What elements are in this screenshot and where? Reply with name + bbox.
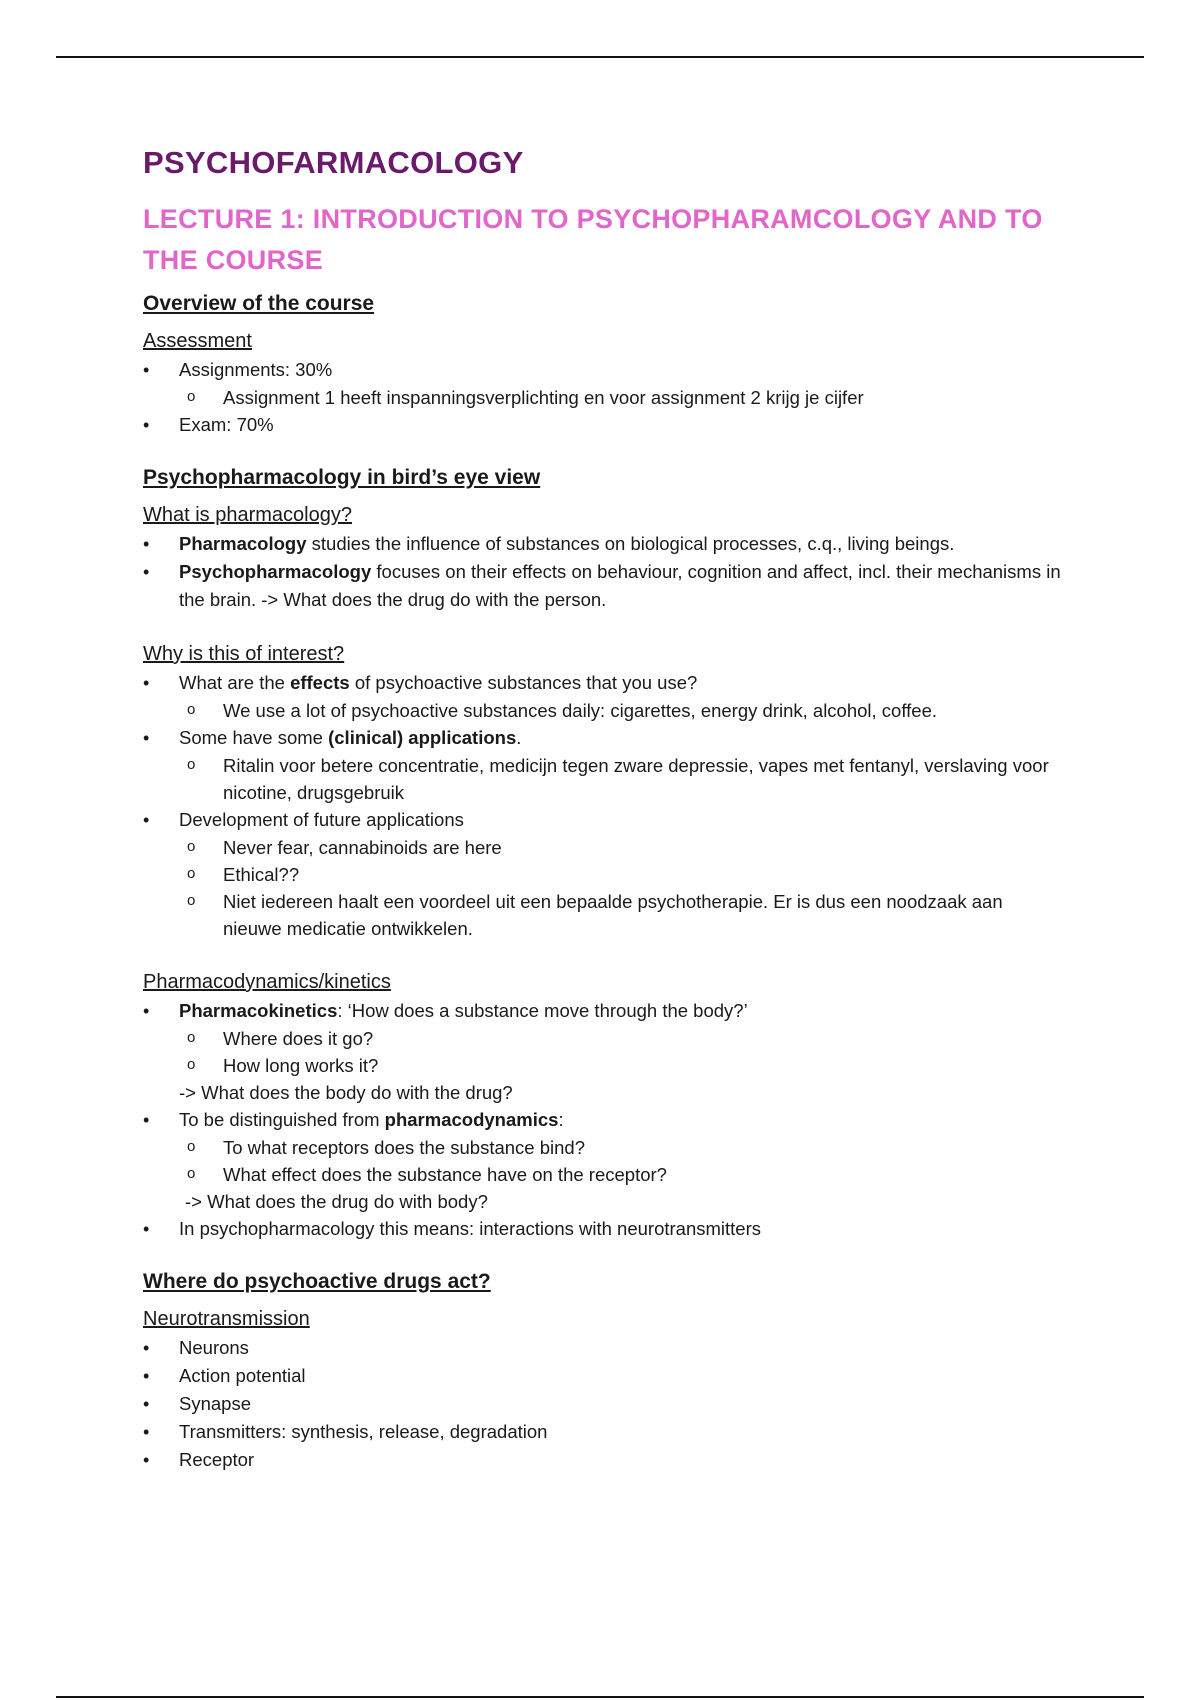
- list-item: [143, 530, 1063, 558]
- item-text: To be distinguished from: [179, 1109, 385, 1130]
- sub-list-item: o To what receptors does the substance bind?: [143, 1134, 1063, 1161]
- list-item: • Transmitters: synthesis, release, degradation: [143, 1418, 1063, 1446]
- sub-list-item: o Where does it go?: [143, 1025, 1063, 1052]
- document-title: PSYCHOFARMACOLOGY: [143, 145, 524, 180]
- item-text: focuses on their effects on behaviour, cognition and affect, incl. their mechanisms in the brain. -> What does the drug do with the person.: [179, 561, 1061, 610]
- sub-list-item: o Assignment 1 heeft inspanningsverplichting en voor assignment 2 krijg je cijfer: [143, 384, 1063, 411]
- list-item: • In psychopharmacology this means: interactions with neurotransmitters: [143, 1215, 1063, 1243]
- neurotransmission-heading: Neurotransmission: [143, 1308, 310, 1330]
- sub-list-item: o We use a lot of psychoactive substances daily: cigarettes, energy drink, alcohol, coffee.: [143, 697, 1063, 724]
- what-heading: What is pharmacology?: [143, 504, 352, 526]
- item-text: studies the influence of substances on biological processes, c.q., living beings.: [306, 533, 955, 554]
- list-item: • Exam: 70%: [143, 411, 1063, 439]
- term-pharmacology: Pharmacology: [179, 533, 307, 554]
- list-item: • Action potential: [143, 1362, 1063, 1390]
- sub-list-item: o How long works it?: [143, 1052, 1063, 1079]
- birdseye-heading: Psychopharmacology in bird’s eye view: [143, 466, 541, 489]
- list-item: • Development of future applications: [143, 806, 1063, 834]
- term-clinical-applications: (clinical) applications: [328, 727, 517, 748]
- neurotransmission-list: [143, 1334, 1063, 1474]
- item-text: What are the: [179, 672, 291, 693]
- where-heading: Where do psychoactive drugs act?: [143, 1270, 491, 1293]
- arrow-note: -> What does the drug do with body?: [185, 1191, 488, 1212]
- item-text: of psychoactive substances that you use?: [349, 672, 698, 693]
- term-psychopharmacology: Psychopharmacology: [179, 561, 372, 582]
- item-text: Some have some: [179, 727, 329, 748]
- sub-list-item: o Niet iedereen haalt een voordeel uit een bepaalde psychotherapie. Er is dus een noodzaak aan nieuwe medicatie ontwikkelen.: [143, 888, 1063, 942]
- why-list: [143, 669, 1063, 942]
- list-item: [143, 669, 1063, 697]
- item-text: :: [558, 1109, 564, 1130]
- assessment-heading: Assessment: [143, 330, 252, 352]
- term-effects: effects: [290, 672, 350, 693]
- term-pharmacodynamics: pharmacodynamics: [384, 1109, 559, 1130]
- list-item: [143, 997, 1063, 1025]
- list-item: • Receptor: [143, 1446, 1063, 1474]
- arrow-note: -> What does the body do with the drug?: [179, 1082, 513, 1103]
- assessment-list: [143, 356, 1063, 439]
- list-item: [143, 1106, 1063, 1134]
- pk-list: [143, 997, 1063, 1243]
- overview-heading: Overview of the course: [143, 292, 375, 315]
- what-list: [143, 530, 1063, 614]
- list-item: • Assignments: 30%: [143, 356, 1063, 384]
- sub-list-item: o Ethical??: [143, 861, 1063, 888]
- list-item: • Synapse: [143, 1390, 1063, 1418]
- term-pharmacokinetics: Pharmacokinetics: [179, 1000, 338, 1021]
- top-rule: [56, 56, 1144, 58]
- pk-heading: Pharmacodynamics/kinetics: [143, 971, 391, 993]
- sub-list-item: o Never fear, cannabinoids are here: [143, 834, 1063, 861]
- item-text: : ‘How does a substance move through the body?’: [337, 1000, 748, 1021]
- bottom-rule: [56, 1696, 1144, 1698]
- item-text: .: [516, 727, 522, 748]
- list-item: [143, 558, 1063, 614]
- sub-list-item: o Ritalin voor betere concentratie, medicijn tegen zware depressie, vapes met fentanyl, verslaving voor nicotine, drugsgebruik: [143, 752, 1063, 806]
- list-item: [143, 724, 1063, 752]
- document-body: [143, 140, 1063, 1474]
- sub-list-item: o What effect does the substance have on the receptor?: [143, 1161, 1063, 1188]
- list-item: • Neurons: [143, 1334, 1063, 1362]
- why-heading: Why is this of interest?: [143, 643, 345, 665]
- lecture-heading: LECTURE 1: INTRODUCTION TO PSYCHOPHARAMCOLOGY AND TO THE COURSE: [143, 204, 1043, 275]
